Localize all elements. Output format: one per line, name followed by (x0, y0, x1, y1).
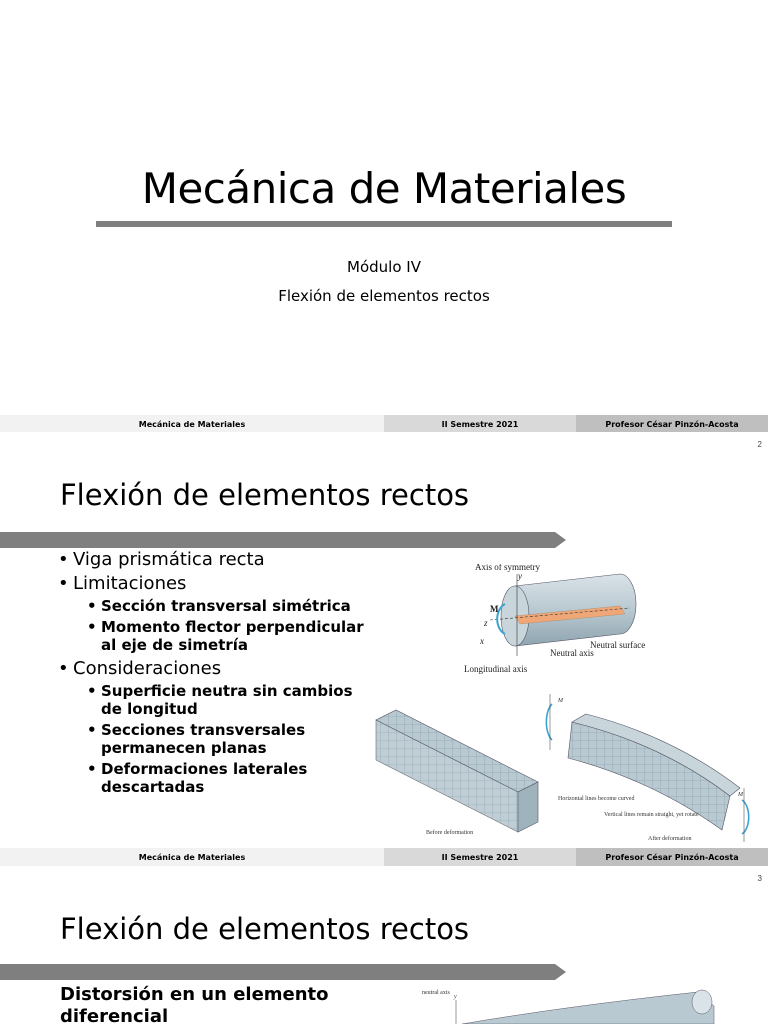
footer-course: Mecánica de Materiales (0, 848, 384, 866)
moment-arrow-left (546, 704, 552, 740)
neutral-axis-label: Neutral axis (550, 648, 594, 658)
slide-title: Flexión de elementos rectos (60, 478, 470, 512)
bullet-item: • Limitaciones (58, 573, 371, 595)
after-deformation-label: After deformation (648, 836, 692, 842)
differential-element-figure (418, 986, 718, 1024)
svg-text:M: M (558, 698, 563, 704)
footer-semester: II Semestre 2021 (384, 415, 576, 433)
sub-bullet-item: • Momento flector perpendicular al eje de simetría (58, 618, 371, 654)
sub-bullet-item: • Secciones transversales permanecen planas (58, 721, 371, 757)
slide-2 (0, 432, 768, 866)
footer-course: Mecánica de Materiales (0, 415, 384, 433)
bullet-item: • Consideraciones (58, 658, 371, 680)
svg-text:M: M (738, 792, 743, 798)
neutral-surface-label: Neutral surface (590, 640, 646, 650)
moment-arrow-right (742, 800, 749, 834)
axis-of-symmetry-label: Axis of symmetry (475, 564, 540, 572)
section-heading: Distorsión en un elemento diferencial (60, 984, 329, 1027)
footer-professor: Profesor César Pinzón-Acosta (576, 848, 768, 866)
svg-text:x: x (480, 636, 484, 646)
footer-professor: Profesor César Pinzón-Acosta (576, 415, 768, 433)
beam-deformation-figure (372, 684, 756, 846)
beam-axis-figure (460, 564, 650, 684)
bullet-item: • Viga prismática recta (58, 549, 371, 571)
vertical-lines-label: Vertical lines remain straight, yet rotate (604, 812, 699, 818)
slide-3 (0, 866, 768, 1027)
before-deformation-label: Before deformation (426, 830, 474, 836)
slide-title: Flexión de elementos rectos (60, 912, 470, 946)
longitudinal-axis-label: Longitudinal axis (464, 664, 528, 674)
svg-text:y: y (454, 994, 457, 1000)
horizontal-lines-label: Horizontal lines become curved (558, 796, 635, 802)
slide-footer (0, 848, 768, 866)
svg-text:y: y (518, 571, 522, 581)
sub-bullet-item: • Deformaciones laterales descartadas (58, 760, 371, 796)
title-arrow-bar (0, 964, 566, 980)
presentation-title: Mecánica de Materiales (141, 164, 627, 213)
topic-label: Flexión de elementos rectos (278, 287, 490, 305)
slide-footer (0, 415, 768, 433)
title-arrow-bar (0, 532, 566, 548)
svg-text:neutral axis: neutral axis (422, 990, 450, 996)
sub-bullet-item: • Sección transversal simétrica (58, 597, 371, 615)
bullet-list (58, 549, 371, 799)
page-number: 3 (757, 874, 762, 883)
footer-semester: II Semestre 2021 (384, 848, 576, 866)
sub-bullet-item: • Superficie neutra sin cambios de longitud (58, 682, 371, 718)
curved-element (462, 992, 714, 1024)
slide-1 (0, 0, 768, 432)
svg-text:z: z (484, 618, 488, 628)
page-number: 2 (757, 440, 762, 449)
title-underline (96, 221, 672, 227)
svg-text:M: M (490, 604, 499, 614)
module-label: Módulo IV (347, 258, 421, 276)
